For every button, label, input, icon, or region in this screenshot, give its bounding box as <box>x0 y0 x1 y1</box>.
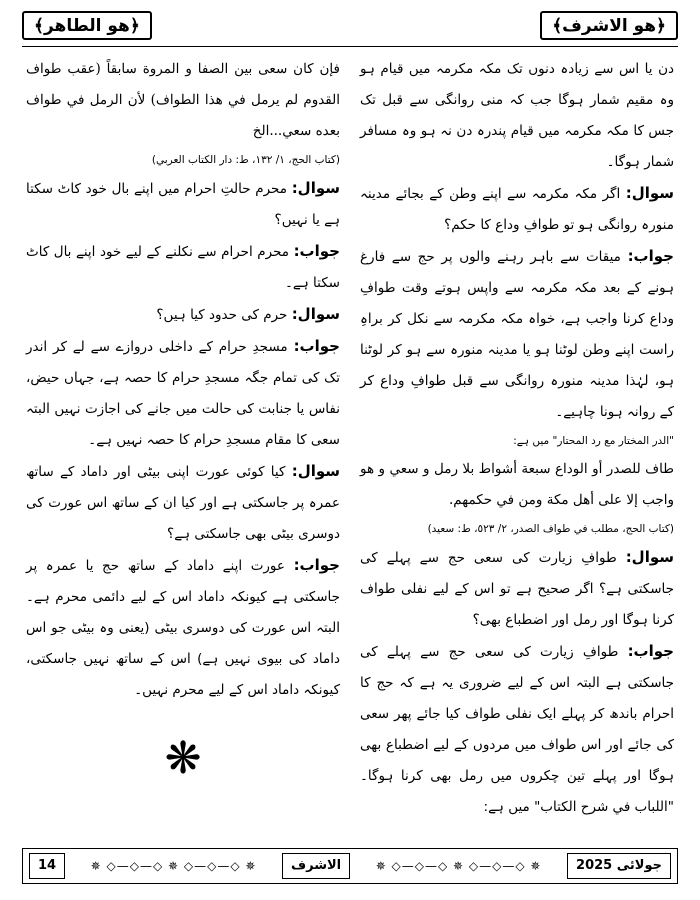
arabic-quote: طاف للصدر أو الوداع سبعة أشواط بلا رمل و سعي و هو واجب إلا على أهل مكة ومن في حكمهم. <box>360 461 674 508</box>
paragraph-text: طوافِ زیارت کی سعی حج سے پہلے کی جاسکتی ہے؟ اگر صحیح ہے تو اس کے لیے نفلی طواف کرنا ہوگا اور رمل اور اضطباع بھی؟ <box>360 550 674 628</box>
answer-label: جواب: <box>293 242 340 260</box>
question-label: سوال: <box>291 462 341 480</box>
paragraph-text: کیا کوئی عورت اپنی بیٹی اور داماد کے ساتھ عمرہ پر جاسکتی ہے اور کیا ان کے ساتھ اس عورت کی دوسری بیٹی بھی جاسکتی ہے؟ <box>26 464 340 542</box>
question-label: سوال: <box>625 548 674 566</box>
question-label: سوال: <box>291 305 340 323</box>
paragraph-text: محرم احرام سے نکلنے کے لیے خود اپنے بال کاٹ سکتا ہے۔ <box>26 244 340 291</box>
body-paragraph: دن یا اس سے زیادہ دنوں تک مکہ مکرمہ میں قیام ہو وہ مقیم شمار ہوگا جب کہ منی روانگی سے قبل تک جس کا مکہ مکرمہ میں قیام پندرہ دن نہ ہو وہ مسافر شمار ہوگا۔ <box>360 61 674 170</box>
answer-label: جواب: <box>293 556 340 574</box>
page-footer <box>22 848 678 884</box>
qa-paragraph <box>26 299 340 331</box>
footer-ornament-right: ✵ ◇—◇—◇ ✵ ◇—◇—◇ ✵ <box>375 859 542 873</box>
qa-paragraph <box>360 636 674 823</box>
qa-paragraph <box>26 550 340 706</box>
paragraph-text: حرم کی حدود کیا ہیں؟ <box>156 307 288 323</box>
paragraph-text: طوافِ زیارت کی سعی حج سے پہلے کی جاسکتی ہے البتہ اس کے لیے ضروری یہ ہے کہ حج کا احرام باندھ کر پہلے ایک نفلی طواف کیا جائے پھر سعی کی جائے اور اس طواف میں مردوں کے لیے اضطباع بھی ہوگا اور پہلے تین چکروں میں رمل بھی کرنا ہوگا۔ "اللباب في شرح الكتاب" میں ہے: <box>360 644 674 815</box>
paragraph-text: اگر مکہ مکرمہ سے اپنے وطن کے بجائے مدینہ منورہ روانگی ہو تو طوافِ وداع کا حکم؟ <box>360 186 674 233</box>
paragraph-text: عورت اپنے داماد کے ساتھ حج یا عمرہ پر جاسکتی ہے کیونکہ داماد اس کے لیے دائمی محرم ہے۔ البتہ اس عورت کی دوسری بیٹی (یعنی وہ بیٹی جو اس داماد کی بیوی نہیں ہے) اس کے ساتھ نہیں جاسکتی، کیونکہ داماد اس کے لیے محرم نہیں۔ <box>26 558 340 698</box>
question-label: سوال: <box>291 179 340 197</box>
qa-paragraph <box>26 331 340 456</box>
page-number: 14 <box>29 853 65 879</box>
citation-text: (کتاب الحج، مطلب في طواف الصدر، ٢/ ٥٢٣، ط: سعید) <box>427 523 674 535</box>
question-label: سوال: <box>625 184 675 202</box>
answer-label: جواب: <box>627 247 674 265</box>
article-columns <box>26 54 674 840</box>
paragraph-text: مسجدِ حرام کے داخلی دروازے سے لے کر اندر تک کی تمام جگہ مسجدِ حرام کا حصہ ہے، جہاں حیض، نفاس یا جنابت کی حالت میں جانے کی اجازت نہیں البتہ سعی کا مقام مسجدِ حرام کا حصہ نہیں ہے۔ <box>26 339 340 448</box>
footer-ornament-left: ✵ ◇—◇—◇ ✵ ◇—◇—◇ ✵ <box>90 859 257 873</box>
answer-label: جواب: <box>627 642 674 660</box>
citation-text: "الدر المختار مع رد المحتار" میں ہے: <box>513 435 674 447</box>
issue-date: جولائی 2025 <box>567 853 671 879</box>
flower-ornament-icon: ❋ <box>164 733 202 784</box>
right-column <box>360 54 674 840</box>
left-column <box>26 54 340 840</box>
page-header <box>22 8 678 42</box>
left-column-body <box>26 54 340 706</box>
qa-paragraph <box>26 173 340 236</box>
paragraph-text: محرم حالتِ احرام میں اپنے بال خود کاٹ سکتا ہے یا نہیں؟ <box>26 181 340 228</box>
qa-paragraph <box>360 241 674 428</box>
qa-paragraph <box>360 542 674 636</box>
header-divider <box>22 46 678 47</box>
qa-paragraph <box>360 178 674 241</box>
header-right-title: ﴿هو الطاهر﴾ <box>22 11 152 40</box>
qa-paragraph <box>26 456 340 550</box>
qa-paragraph <box>26 236 340 299</box>
citation-text: (كتاب الحج، ١/ ١٣٢، ط: دار الكتاب العربي) <box>151 154 340 166</box>
magazine-name: الاشرف <box>282 853 350 879</box>
paragraph-text: میقات سے باہر رہنے والوں پر حج سے فارغ ہونے کے بعد مکہ مکرمہ سے واپس ہوتے وقت طوافِ وداع کرنا واجب ہے، خواہ مکہ مکرمہ سے نکل کر براہِ راست اپنے وطن لوٹنا ہو یا مدینہ منورہ سے ہو کر لوٹنا ہو، لہٰذا مدینہ منورہ روانگی سے قبل طوافِ وداع کر کے روانہ ہونا چاہیے۔ <box>360 249 674 420</box>
header-left-title: ﴿هو الاشرف﴾ <box>540 11 678 40</box>
answer-label: جواب: <box>293 337 340 355</box>
arabic-quote: فإن كان سعى بين الصفا و المروة سابقاً (عقب طواف القدوم لم يرمل في هذا الطواف) لأن الرمل في طواف بعده سعي...الخ <box>26 61 340 139</box>
